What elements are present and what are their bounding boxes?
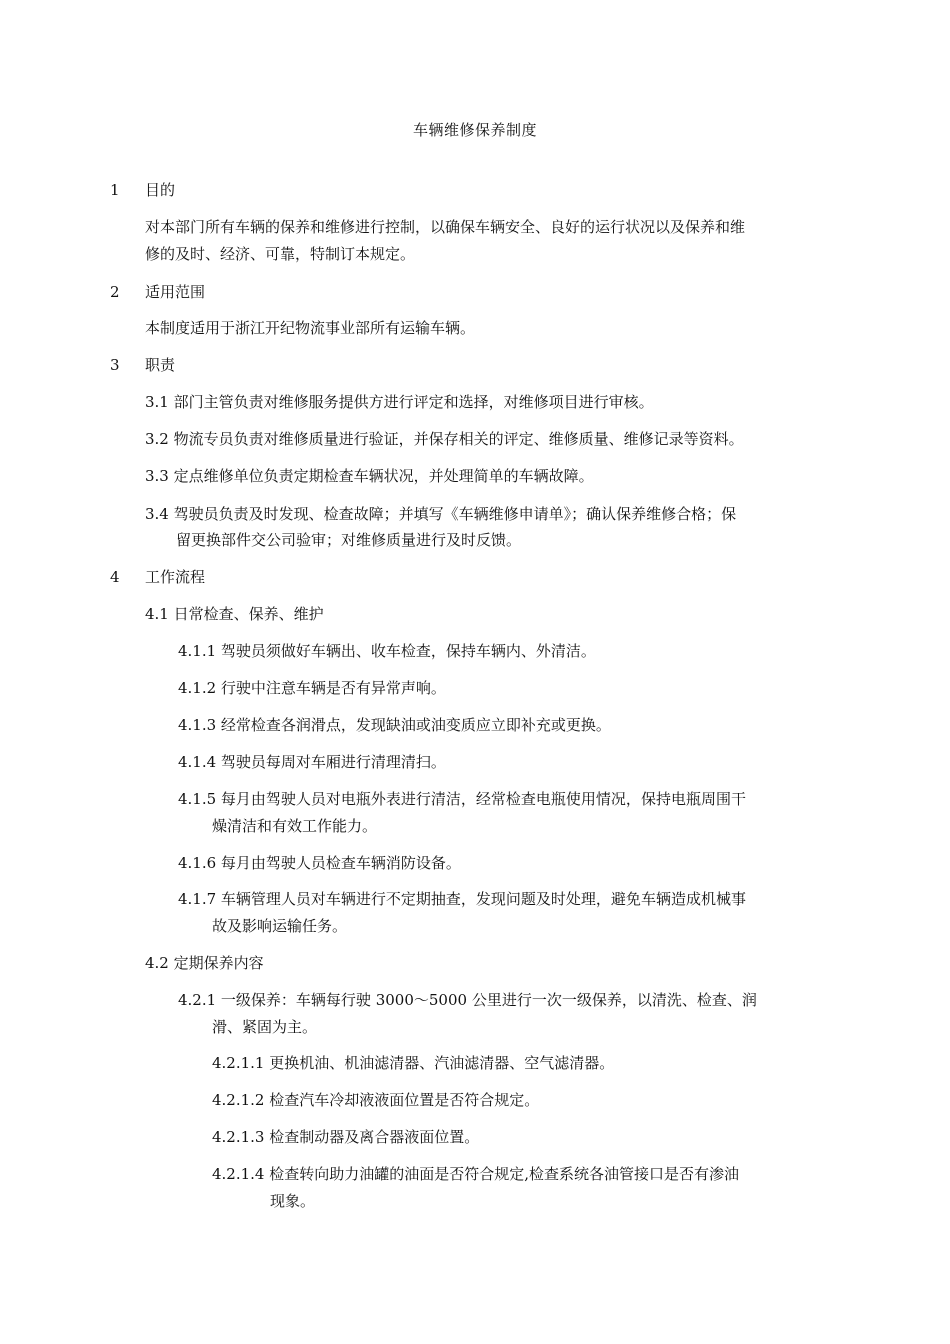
scope-paragraph: 本制度适用于浙江开纪物流事业部所有运输车辆。 [145, 319, 476, 337]
item-4-2-1-4-line-1: 4.2.1.4 检查转向助力油罐的油面是否符合规定,检查系统各油管接口是否有渗油 [212, 1165, 740, 1183]
item-3-1: 3.1 部门主管负责对维修服务提供方进行评定和选择，对维修项目进行审核。 [145, 393, 654, 411]
item-4-1-4: 4.1.4 驾驶员每周对车厢进行清理清扫。 [178, 753, 446, 771]
section-3-title: 职责 [145, 356, 176, 374]
section-1-title: 目的 [145, 181, 176, 199]
item-4-1-7-line-1: 4.1.7 车辆管理人员对车辆进行不定期抽查，发现问题及时处理，避免车辆造成机械事 [178, 890, 746, 908]
item-4-2-1-line-2: 滑、紧固为主。 [212, 1018, 318, 1036]
item-3-4-line-1: 3.4 驾驶员负责及时发现、检查故障；并填写《车辆维修申请单》；确认保养维修合格；保 [145, 505, 737, 523]
item-3-4-line-2: 留更换部件交公司验审；对维修质量进行及时反馈。 [176, 531, 522, 549]
item-4-1-6: 4.1.6 每月由驾驶人员检查车辆消防设备。 [178, 854, 461, 872]
section-2-number: 2 [110, 283, 120, 301]
section-1-number: 1 [110, 181, 120, 199]
section-4-title: 工作流程 [145, 568, 206, 586]
item-4-1-1: 4.1.1 驾驶员须做好车辆出、收车检查，保持车辆内、外清洁。 [178, 642, 596, 660]
section-2-title: 适用范围 [145, 283, 206, 301]
section-4-number: 4 [110, 568, 120, 586]
item-4-2-1-1: 4.2.1.1 更换机油、机油滤清器、汽油滤清器、空气滤清器。 [212, 1054, 615, 1072]
item-4-2-1-line-1: 4.2.1 一级保养：车辆每行驶 3000～5000 公里进行一次一级保养，以清洗、检查、润 [178, 991, 757, 1009]
item-3-3: 3.3 定点维修单位负责定期检查车辆状况，并处理简单的车辆故障。 [145, 467, 594, 485]
item-4-1-5-line-2: 燥清洁和有效工作能力。 [212, 817, 378, 835]
page-title: 车辆维修保养制度 [412, 121, 537, 139]
section-3-number: 3 [110, 356, 120, 374]
item-4-1: 4.1 日常检查、保养、维护 [145, 605, 324, 623]
item-4-1-5-line-1: 4.1.5 每月由驾驶人员对电瓶外表进行清洁，经常检查电瓶使用情况，保持电瓶周围干 [178, 790, 746, 808]
purpose-paragraph-line-2: 修的及时、经济、可靠，特制订本规定。 [145, 245, 416, 263]
item-4-2-1-2: 4.2.1.2 检查汽车冷却液液面位置是否符合规定。 [212, 1091, 540, 1109]
item-4-2-1-4-line-2: 现象。 [270, 1192, 316, 1210]
item-4-2: 4.2 定期保养内容 [145, 954, 264, 972]
item-4-1-3: 4.1.3 经常检查各润滑点，发现缺油或油变质应立即补充或更换。 [178, 716, 611, 734]
item-3-2: 3.2 物流专员负责对维修质量进行验证，并保存相关的评定、维修质量、维修记录等资料。 [145, 430, 744, 448]
purpose-paragraph-line-1: 对本部门所有车辆的保养和维修进行控制，以确保车辆安全、良好的运行状况以及保养和维 [145, 218, 746, 236]
item-4-1-7-line-2: 故及影响运输任务。 [212, 917, 348, 935]
item-4-1-2: 4.1.2 行驶中注意车辆是否有异常声响。 [178, 679, 446, 697]
item-4-2-1-3: 4.2.1.3 检查制动器及离合器液面位置。 [212, 1128, 480, 1146]
